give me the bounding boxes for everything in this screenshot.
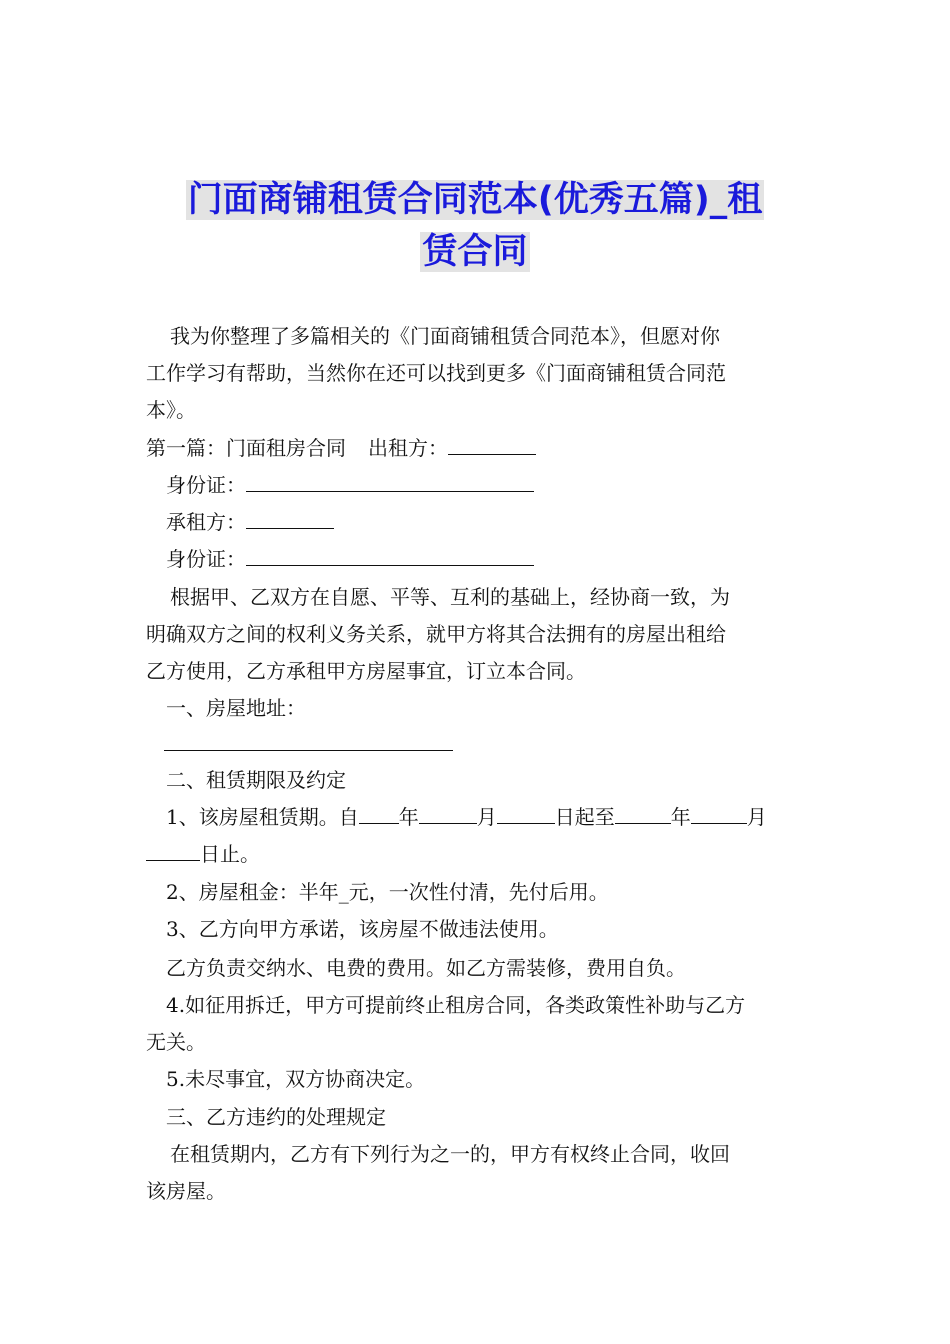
item3: 3、乙方向甲方承诺，该房屋不做违法使用。 (166, 917, 559, 941)
id1-blank (246, 469, 534, 492)
from-label: 日起至 (554, 805, 615, 829)
lessee-blank (246, 506, 334, 529)
item1-line (166, 801, 767, 832)
section3-heading: 三、乙方违约的处理规定 (166, 1105, 386, 1129)
lessor-blank (448, 432, 536, 455)
item4-line-1: 4.如征用拆迁，甲方可提前终止租房合同，各类政策性补助与乙方 (166, 993, 746, 1017)
basis-line-1: 根据甲、乙双方在自愿、平等、互利的基础上，经协商一致，为 (170, 585, 730, 609)
year-label: 年 (398, 805, 419, 829)
end-day-blank (146, 838, 200, 861)
month-label: 月 (476, 805, 497, 829)
part1-heading-line (146, 432, 536, 463)
address-blank (164, 728, 453, 751)
item2: 2、房屋租金：半年_元，一次性付清，先付后用。 (166, 880, 609, 904)
start-year-blank (359, 801, 399, 824)
month-label-2: 月 (746, 805, 767, 829)
section2-heading: 二、租赁期限及约定 (166, 768, 346, 792)
item5: 5.未尽事宜，双方协商决定。 (166, 1067, 426, 1091)
item3b: 乙方负责交纳水、电费的费用。如乙方需装修，费用自负。 (166, 956, 686, 980)
end-year-blank (615, 801, 671, 824)
intro-line-3: 本》。 (146, 398, 196, 422)
start-day-blank (497, 801, 555, 824)
basis-line-2: 明确双方之间的权利义务关系，就甲方将其合法拥有的房屋出租给 (146, 622, 726, 646)
start-month-blank (419, 801, 477, 824)
section1-heading: 一、房屋地址： (166, 696, 306, 720)
title-line-1: 门面商铺租赁合同范本(优秀五篇)_租 (187, 180, 763, 220)
lessee-line (166, 506, 334, 537)
item1-end: 日止。 (200, 842, 260, 866)
id2-label: 身份证： (166, 547, 246, 571)
lessor-label: 出租方： (368, 436, 448, 460)
id1-line (166, 469, 534, 500)
section3-line-2: 该房屋。 (146, 1179, 226, 1203)
intro-line-2: 工作学习有帮助，当然你在还可以找到更多《门面商铺租赁合同范 (146, 361, 726, 385)
part1-heading: 第一篇：门面租房合同 (146, 436, 346, 460)
item1-end-line (146, 838, 260, 869)
lessee-label: 承租方： (166, 510, 246, 534)
id2-line (166, 543, 534, 574)
year-label-2: 年 (670, 805, 691, 829)
id1-label: 身份证： (166, 473, 246, 497)
section3-line-1: 在租赁期内，乙方有下列行为之一的，甲方有权终止合同，收回 (170, 1142, 730, 1166)
intro-line-1: 我为你整理了多篇相关的《门面商铺租赁合同范本》，但愿对你 (170, 324, 720, 348)
id2-blank (246, 543, 534, 566)
address-line (164, 728, 453, 759)
end-month-blank (691, 801, 747, 824)
item4-line-2: 无关。 (146, 1030, 206, 1054)
item1-text: 1、该房屋租赁期。自 (166, 805, 359, 829)
document-title (150, 174, 800, 278)
basis-line-3: 乙方使用，乙方承租甲方房屋事宜，订立本合同。 (146, 659, 586, 683)
title-line-2: 赁合同 (422, 232, 528, 272)
